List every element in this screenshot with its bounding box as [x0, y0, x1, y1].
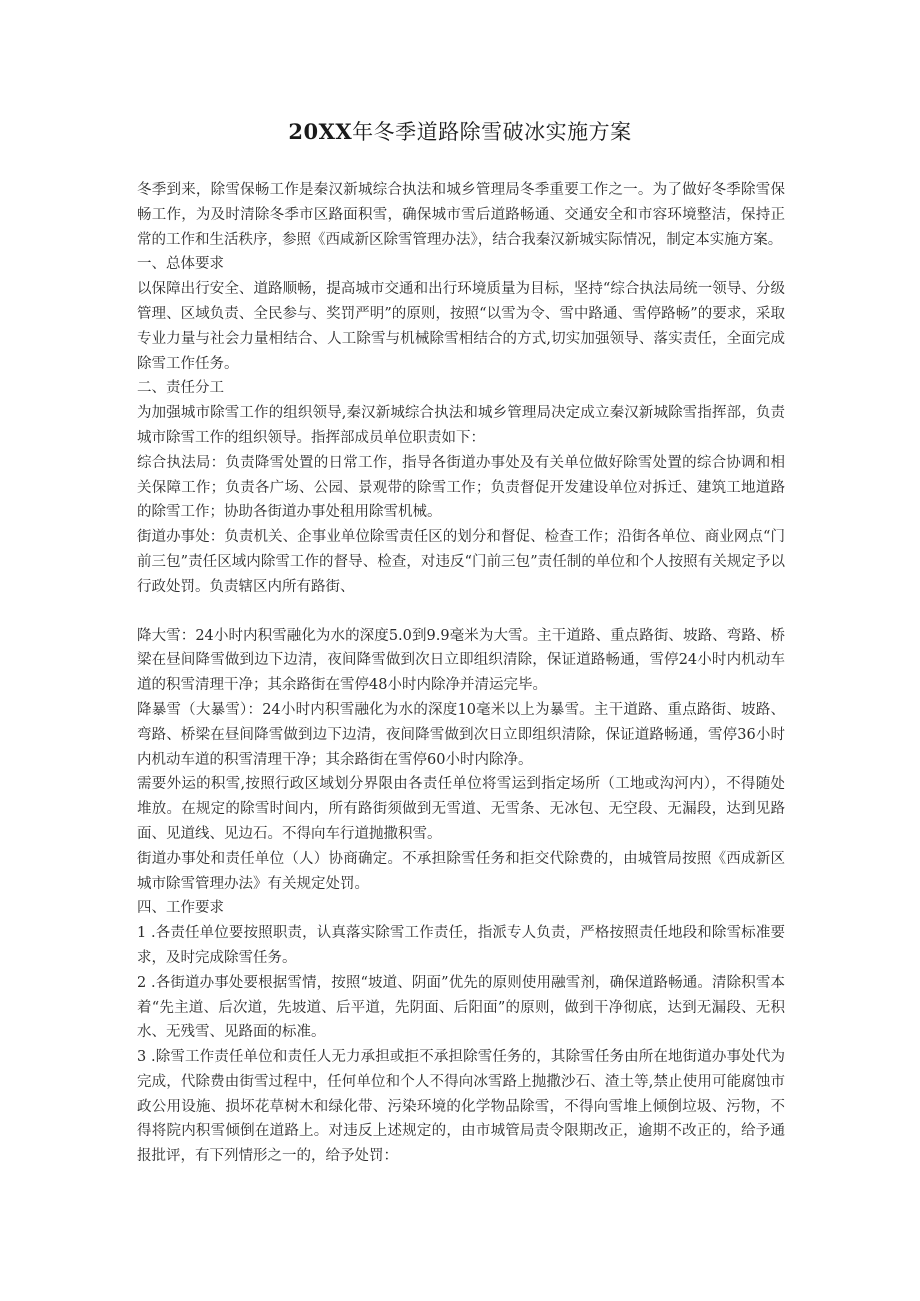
paragraph-blizzard: 降暴雪（大暴雪）：24小时内积雪融化为水的深度10毫米以上为暴雪。主干道路、重点路街、坡路、弯路、桥梁在昼间降雪做到边下边清，夜间降雪做到次日立即组织清除，保证道路畅通，雪停36小时内机动车道的积雪清理干净；其余路街在雪停60小时内除净。: [137, 701, 785, 768]
paragraph-requirement-2: 2 .各街道办事处要根据雪情，按照“坡道、阴面”优先的原则使用融雪剂，确保道路畅通。清除积雪本着“先主道、后次道，先坡道、后平道，先阴面、后阳面”的原则，做到干净彻底，达到无漏段、无积水、无残雪、见路面的标准。: [137, 974, 785, 1041]
heading-work-requirements: 四、工作要求: [137, 900, 224, 917]
paragraph-command-center: 为加强城市除雪工作的组织领导,秦汉新城综合执法和城乡管理局决定成立秦汉新城除雪指挥部，负责城市除雪工作的组织领导。指挥部成员单位职责如下：: [137, 405, 785, 446]
paragraph-law-enforcement-bureau: 综合执法局：负责降雪处置的日常工作，指导各街道办事处及有关单位做好除雪处置的综合协调和相关保障工作；负责各广场、公园、景观带的除雪工作；负责督促开发建设单位对拆迁、建筑工地道路的除雪工作；协助各街道办事处租用除雪机械。: [137, 454, 785, 521]
paragraph-general-requirements: 以保障出行安全、道路顺畅，提高城市交通和出行环境质量为目标，坚持“综合执法局统一领导、分级管理、区域负责、全民参与、奖罚严明”的原则，按照“以雪为令、雪中路通、雪停路畅”的要求，采取专业力量与社会力量相结合、人工除雪与机械除雪相结合的方式,切实加强领导、落实责任，全面完成除雪工作任务。: [137, 281, 785, 372]
paragraph-requirement-1: 1 .各责任单位要按照职责，认真落实除雪工作责任，指派专人负责，严格按照责任地段和除雪标准要求，及时完成除雪任务。: [137, 925, 785, 966]
paragraph-intro: 冬季到来，除雪保畅工作是秦汉新城综合执法和城乡管理局冬季重要工作之一。为了做好冬季除雪保畅工作，为及时清除冬季市区路面积雪，确保城市雪后道路畅通、交通安全和市容环境整洁，保持正常的工作和生活秩序，参照《西咸新区除雪管理办法》，结合我秦汉新城实际情况，制定本实施方案。: [137, 182, 785, 248]
paragraph-heavy-snow: 降大雪：24小时内积雪融化为水的深度5.0到9.9毫米为大雪。主干道路、重点路街、坡路、弯路、桥梁在昼间降雪做到边下边清，夜间降雪做到次日立即组织清除，保证道路畅通，雪停24小时内机动车道的积雪清理干净；其余路街在雪停48小时内除净并清运完毕。: [137, 627, 785, 694]
document-title: [0, 116, 920, 148]
heading-general-requirements: 一、总体要求: [137, 256, 224, 273]
paragraph-snow-transport: 需要外运的积雪,按照行政区域划分界限由各责任单位将雪运到指定场所（工地或沟河内），不得随处堆放。在规定的除雪时间内，所有路街须做到无雪道、无雪条、无冰包、无空段、无漏段，达到见路面、见道线、见边石。不得向车行道抛撒积雪。: [137, 776, 785, 842]
paragraph-street-offices: 街道办事处：负责机关、企事业单位除雪责任区的划分和督促、检查工作；沿街各单位、商业网点“门前三包”责任区域内除雪工作的督导、检查，对违反“门前三包”责任制的单位和个人按照有关规定予以行政处罚。负责辖区内所有路街、: [137, 529, 785, 595]
title-year: 20XX: [288, 119, 353, 144]
title-text: 年冬季道路除雪破冰实施方案: [352, 120, 632, 144]
document-body: [137, 178, 785, 1169]
section-gap: [137, 600, 785, 624]
heading-responsibilities: 二、责任分工: [137, 380, 224, 397]
paragraph-requirement-3: 3 .除雪工作责任单位和责任人无力承担或拒不承担除雪任务的，其除雪任务由所在地街道办事处代为完成，代除费由街雪过程中，任何单位和个人不得向冰雪路上抛撒沙石、渣土等,禁止使用可能腐蚀市政公用设施、损坏花草树木和绿化带、污染环境的化学物品除雪，不得向雪堆上倾倒垃圾、污物，不得将院内积雪倾倒在道路上。对违反上述规定的，由市城管局责令限期改正，逾期不改正的，给予通报批评，有下列情形之一的，给予处罚：: [137, 1049, 785, 1165]
paragraph-penalty: 街道办事处和责任单位（人）协商确定。不承担除雪任务和拒交代除费的，由城管局按照《西成新区城市除雪管理办法》有关规定处罚。: [137, 850, 785, 892]
